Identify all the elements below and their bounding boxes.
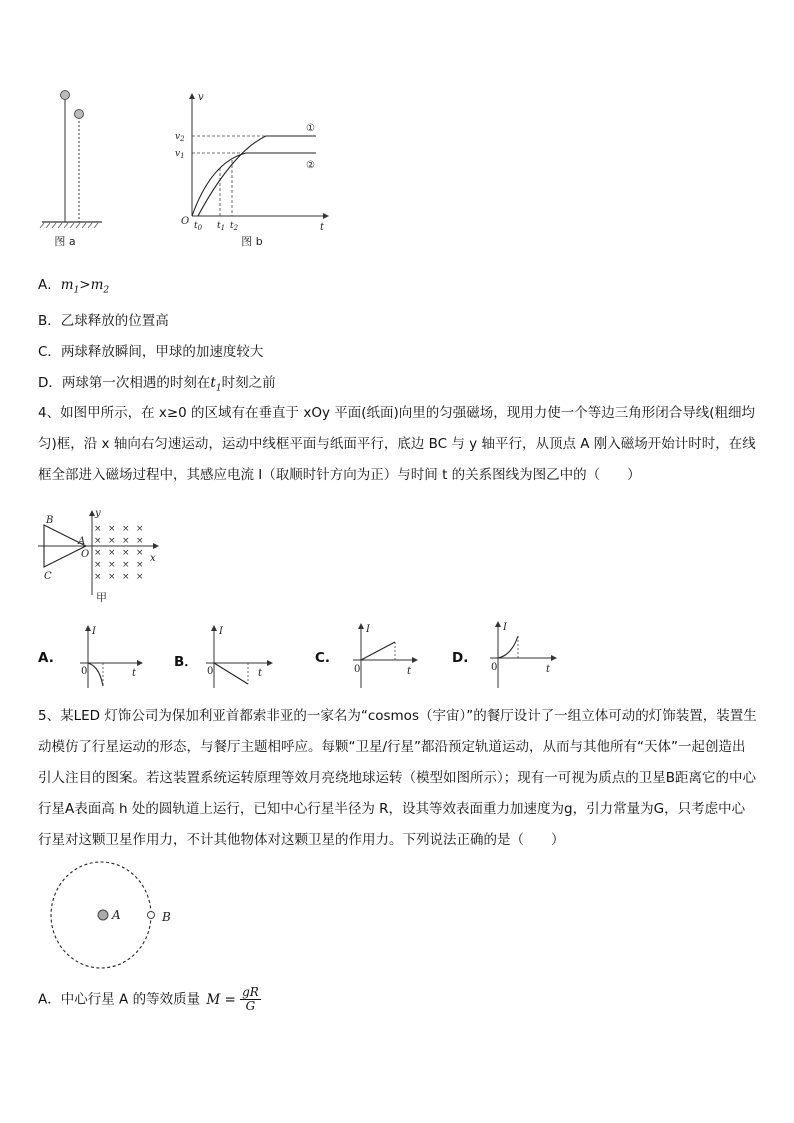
svg-text:×: × xyxy=(108,536,116,546)
svg-text:A: A xyxy=(112,908,121,922)
satellite-B xyxy=(148,912,155,919)
q4-option-d-letter: D. xyxy=(452,650,469,666)
label-A: A xyxy=(78,536,86,547)
label-B: B xyxy=(46,515,54,526)
svg-text:I: I xyxy=(219,626,223,637)
t1-label: $t_1$ xyxy=(217,221,226,232)
svg-text:t: t xyxy=(546,664,551,675)
label-C: C xyxy=(44,571,52,582)
q4-option-a-graph xyxy=(70,620,150,690)
figure-b xyxy=(170,88,340,254)
curve-1 xyxy=(198,136,316,216)
v2-label: $v_2$ xyxy=(175,132,185,143)
svg-text:0: 0 xyxy=(207,666,214,677)
t2-label: $t_2$ xyxy=(230,221,239,232)
svg-text:×: × xyxy=(122,572,130,582)
label-x: x xyxy=(150,553,156,564)
svg-text:0: 0 xyxy=(354,664,361,675)
q4-option-d-graph xyxy=(484,616,564,690)
svg-text:t: t xyxy=(407,666,412,677)
q3-option-a: A．$m_1>m_2$ xyxy=(38,277,110,296)
label-y: y xyxy=(95,508,101,519)
svg-text:×: × xyxy=(108,548,116,558)
q4-text: 4、如图甲所示，在 x≥0 的区域有在垂直于 xOy 平面(纸面)向里的匀强磁场，现用力使一个等边三角形闭合导线(粗细均匀)框，沿 x 轴向右匀速运动，运动中线框平面与纸面平行，底边 BC 与 y 轴平行，从顶点 A 刚入磁场开始计时时，在线框全部进入磁场过程中，其感应电流 I（取顺时针方向为正）与时间 t 的关系图线为图乙中的（ ） xyxy=(38,405,756,483)
ball-1 xyxy=(61,91,70,100)
t-axis-label: t xyxy=(320,222,325,233)
svg-text:×: × xyxy=(122,548,130,558)
svg-text:t: t xyxy=(258,668,263,679)
svg-text:×: × xyxy=(94,548,102,558)
svg-text:×: × xyxy=(108,572,116,582)
curve-2 xyxy=(192,153,316,216)
svg-text:×: × xyxy=(136,536,144,546)
svg-text:×: × xyxy=(122,524,130,534)
q3-option-b: B．乙球释放的位置高 xyxy=(38,313,169,329)
svg-text:B: B xyxy=(162,910,171,924)
q4-option-b-letter: B． xyxy=(174,654,198,670)
fraction-gR-over-G: $\frac{gR}{G}$ xyxy=(242,985,259,1013)
figure-a xyxy=(30,82,110,252)
figure-jia-caption: 甲 xyxy=(96,591,107,604)
figure-a-caption: 图 a xyxy=(54,235,76,248)
svg-text:t: t xyxy=(132,668,137,679)
svg-text:×: × xyxy=(94,560,102,570)
svg-text:I: I xyxy=(92,626,96,637)
v-axis-label: v xyxy=(198,92,204,103)
q5-text: 5、某LED 灯饰公司为保加利亚首都索非亚的一家名为“cosmos（宇宙）”的餐厅设计了一组立体可动的灯饰装置，装置生动模仿了行星运动的形态，与餐厅主题相呼应。每颗“卫星/行星”都沿预定轨道运动，从而与其他所有“天体”一起创造出引人注目的图案。若这装置系统运转原理等效月亮绕地球运转（模型如图所示）；现有一可视为质点的卫星B距离它的中心行星A表面高 h 处的圆轨道上运行，已知中心行星半径为 R，设其等效表面重力加速度为g，引力常量为G，只考虑中心行星对这颗卫星作用力，不计其他物体对这颗卫星的作用力。下列说法正确的是（ ） xyxy=(38,708,757,848)
svg-text:×: × xyxy=(108,560,116,570)
svg-text:0: 0 xyxy=(491,662,498,673)
svg-text:I: I xyxy=(366,624,370,635)
v1-label: $v_1$ xyxy=(175,149,185,160)
svg-text:×: × xyxy=(136,572,144,582)
q4-option-c-graph xyxy=(345,618,425,690)
curve-2-label: ② xyxy=(306,160,315,171)
q5-option-a: A．中心行星 A 的等效质量 M = $\frac{gR}{G}$ xyxy=(38,985,259,1013)
svg-text:×: × xyxy=(94,572,102,582)
svg-text:×: × xyxy=(136,548,144,558)
svg-text:×: × xyxy=(94,536,102,546)
label-O: O xyxy=(81,549,90,560)
q4-option-c-letter: C. xyxy=(315,650,331,666)
svg-text:×: × xyxy=(136,560,144,570)
svg-text:×: × xyxy=(122,560,130,570)
figure-b-caption: 图 b xyxy=(241,235,263,248)
svg-text:×: × xyxy=(122,536,130,546)
origin-label: O xyxy=(181,216,190,227)
q3-option-c: C．两球释放瞬间，甲球的加速度较大 xyxy=(38,344,264,360)
svg-text:×: × xyxy=(108,524,116,534)
magnetic-field-marks xyxy=(94,524,144,582)
q4-option-b-graph xyxy=(200,620,280,690)
curve-1-label: ① xyxy=(306,123,315,134)
svg-text:0: 0 xyxy=(81,666,88,677)
svg-text:×: × xyxy=(136,524,144,534)
q4-option-a-letter: A. xyxy=(38,650,54,666)
q5-orbit-figure xyxy=(50,860,190,980)
planet-A xyxy=(98,910,108,920)
q4-figure-jia xyxy=(38,505,168,605)
svg-text:I: I xyxy=(503,622,507,633)
ball-2 xyxy=(75,110,84,119)
svg-text:×: × xyxy=(94,524,102,534)
t0-label: $t_0$ xyxy=(194,221,203,232)
q3-option-d: D．两球第一次相遇的时刻在$t_1$时刻之前 xyxy=(38,375,276,394)
